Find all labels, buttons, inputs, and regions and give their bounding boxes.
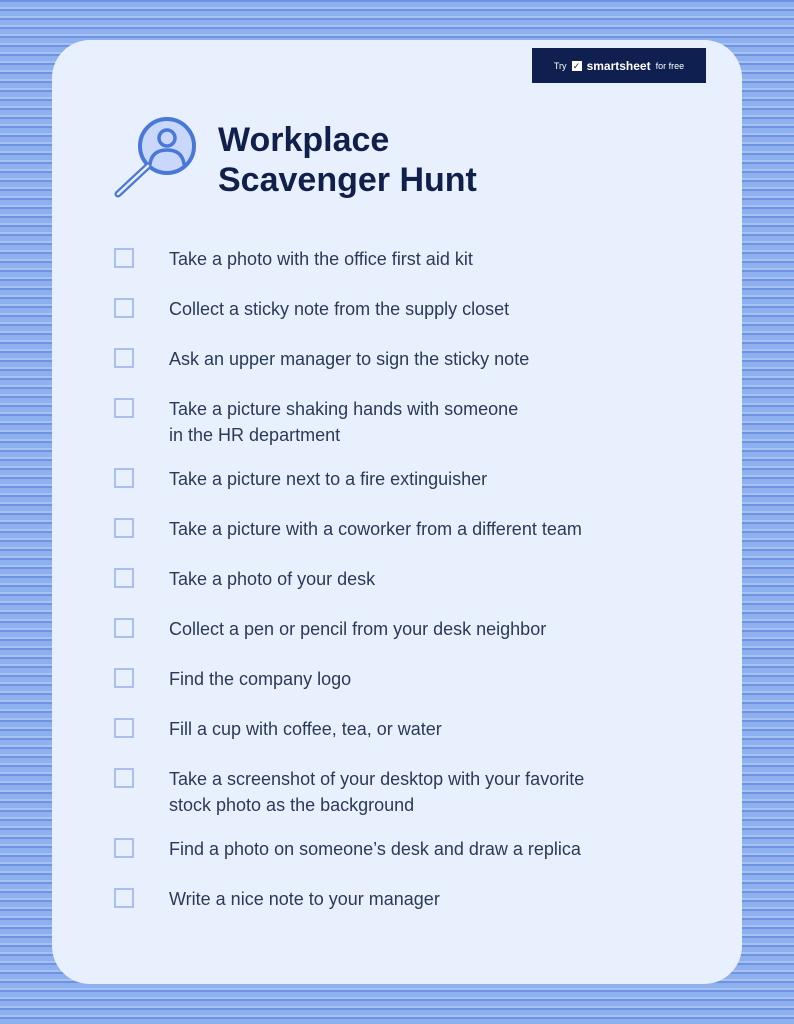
promo-try-label: Try bbox=[553, 60, 567, 71]
checkbox[interactable] bbox=[114, 618, 134, 638]
checklist-card bbox=[52, 40, 742, 984]
checklist-item-text: Find a photo on someone’s desk and draw a replica bbox=[169, 839, 581, 859]
promo-cta-label: for free bbox=[655, 60, 685, 71]
smartsheet-check-icon: ✓ bbox=[572, 60, 581, 71]
checklist-item-text: Fill a cup with coffee, tea, or water bbox=[169, 719, 442, 739]
checkbox[interactable] bbox=[114, 248, 134, 268]
smartsheet-promo-button[interactable] bbox=[532, 48, 706, 83]
checkbox[interactable] bbox=[114, 718, 134, 738]
checklist-item-text: Find the company logo bbox=[169, 669, 352, 689]
checklist-item-text: Collect a pen or pencil from your desk neighbor bbox=[169, 619, 547, 639]
checklist-item-text: Take a picture with a coworker from a different team bbox=[169, 519, 582, 539]
checkbox[interactable] bbox=[114, 298, 134, 318]
checklist-item-text: Take a picture shaking hands with someone in the HR department bbox=[169, 399, 519, 445]
checkbox[interactable] bbox=[114, 398, 134, 418]
checklist-item-text: Collect a sticky note from the supply closet bbox=[169, 299, 510, 319]
magnifier-person-icon bbox=[112, 114, 202, 200]
title-line-2: Scavenger Hunt bbox=[218, 161, 477, 199]
promo-brand-label: smartsheet bbox=[586, 58, 651, 73]
checkbox[interactable] bbox=[114, 468, 134, 488]
checkbox[interactable] bbox=[114, 568, 134, 588]
page-title bbox=[218, 120, 477, 200]
checklist-item-text: Take a photo with the office first aid kit bbox=[169, 249, 473, 269]
checkbox[interactable] bbox=[114, 518, 134, 538]
title-line-1: Workplace bbox=[218, 121, 390, 159]
checkbox[interactable] bbox=[114, 838, 134, 858]
checkbox[interactable] bbox=[114, 768, 134, 788]
checklist-item-text: Take a photo of your desk bbox=[169, 569, 376, 589]
checkbox[interactable] bbox=[114, 888, 134, 908]
checklist-item-text: Take a picture next to a fire extinguisher bbox=[169, 469, 488, 489]
checklist-item-text: Take a screenshot of your desktop with your favorite stock photo as the background bbox=[169, 769, 585, 815]
checkbox[interactable] bbox=[114, 668, 134, 688]
checklist-item-text: Write a nice note to your manager bbox=[169, 889, 440, 909]
checklist-item-text: Ask an upper manager to sign the sticky note bbox=[169, 349, 530, 369]
checkbox[interactable] bbox=[114, 348, 134, 368]
